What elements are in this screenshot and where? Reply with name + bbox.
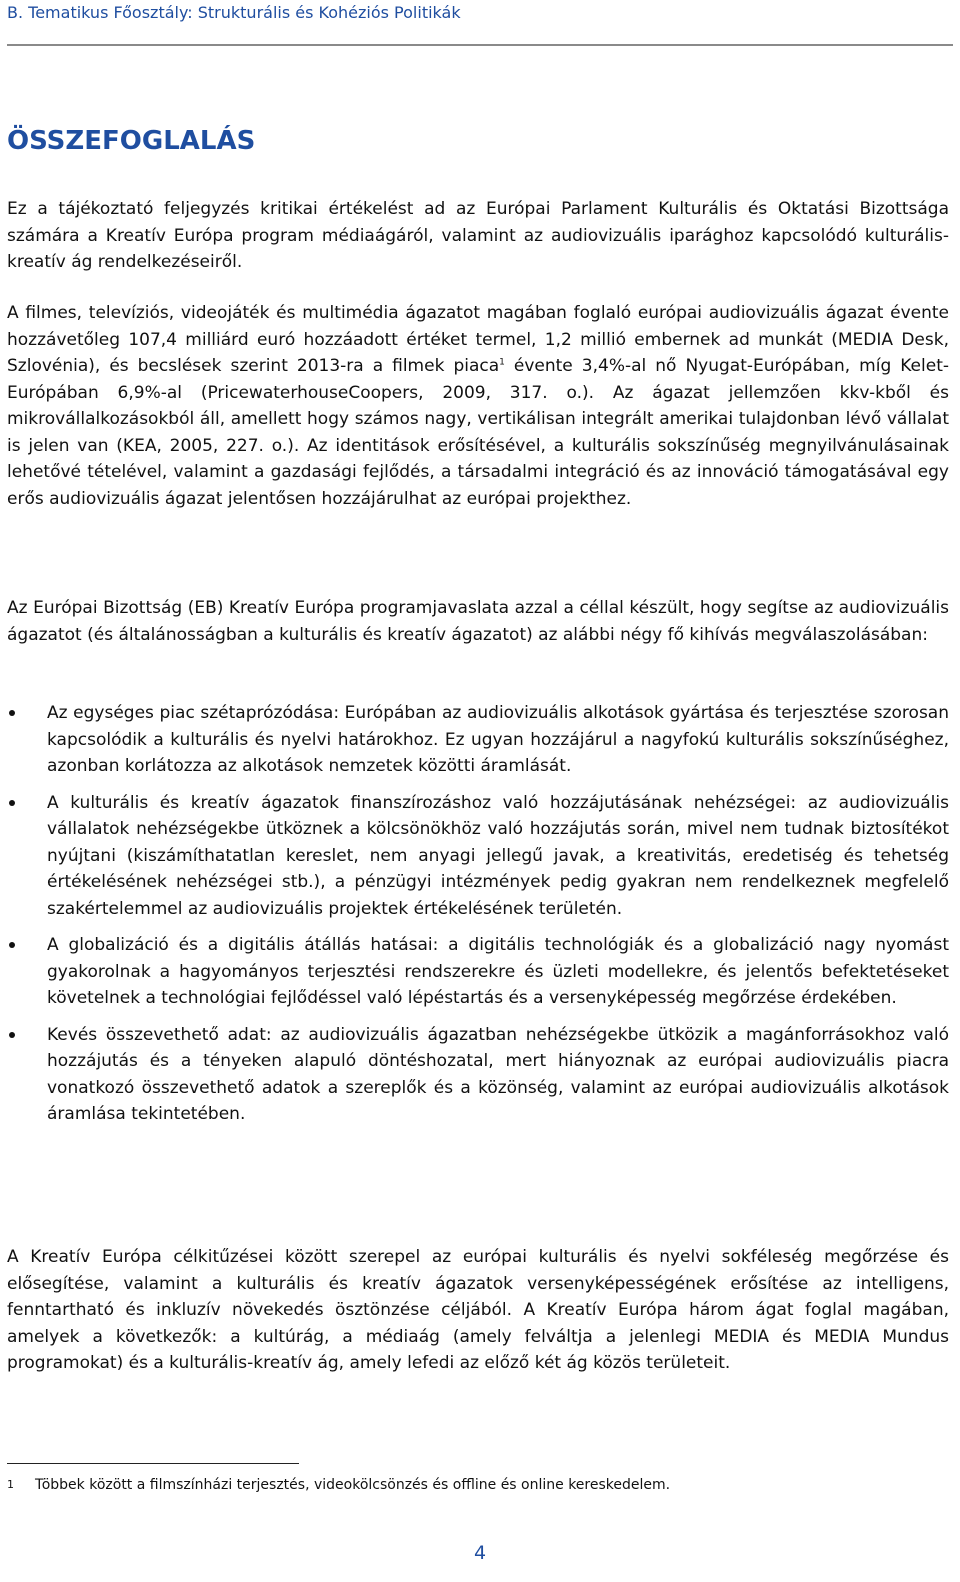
list-item: [7, 700, 949, 780]
bullet-icon: [9, 800, 15, 806]
section-title: ÖSSZEFOGLALÁS: [7, 126, 256, 156]
sector-paragraph: [7, 300, 949, 512]
header-rule: [7, 44, 953, 46]
sector-paragraph-text-2: évente 3,4%-al nő Nyugat-Európában, míg Kelet-Európában 6,9%-al (PricewaterhouseCoopers, 2009, 317. o.). Az ágazat jellemzően kkv-kből és mikrovállalkozásokból áll, amellett hogy számos nagy, vertikálisan integrált amerikai tulajdonban lévő vállalat is jelen van (KEA, 2005, 227. o.). Az identitások erősítésével, a kulturális sokszínűség megnyilvánulásainak lehetővé tételével, valamint a gazdasági fejlődés, a társadalmi integráció és az innováció támogatásával egy erős audiovizuális ágazat jelentősen hozzájárulhat az európai projekthez.: [7, 356, 949, 509]
page-number: 4: [473, 1542, 487, 1564]
list-item: [7, 1022, 949, 1128]
list-item: [7, 790, 949, 923]
footnote: [7, 1476, 949, 1494]
list-item-text: A globalizáció és a digitális átállás hatásai: a digitális technológiák és a globalizáció nagy nyomást gyakorolnak a hagyományos terjesztési rendszerekre és üzleti modellekre, és jelentős befektetéseket követelnek a technológiai fejlődéssel való lépéstartás és a versenyképesség megőrzése érdekében.: [47, 935, 949, 1008]
objectives-paragraph: A Kreatív Európa célkitűzései között szerepel az európai kulturális és nyelvi sokféleség megőrzése és elősegítése, valamint a kulturális és kreatív ágazatok versenyképességének erősítése az intelligens, fenntartható és inkluzív növekedés ösztönzése céljából. A Kreatív Európa három ágat foglal magában, amelyek a következők: a kultúrág, a médiaág (amely felváltja a jelenlegi MEDIA és MEDIA Mundus programokat) és a kulturális-kreatív ág, amely lefedi az előző két ág közös területeit.: [7, 1247, 949, 1373]
footnote-mark: 1: [7, 1478, 14, 1491]
challenges-intro-paragraph: Az Európai Bizottság (EB) Kreatív Európa programjavaslata azzal a céllal készült, hogy segítse az audiovizuális ágazatot (és általánosságban a kulturális és kreatív ágazatot) az alábbi négy fő kihívás megválaszolásában:: [7, 598, 949, 645]
list-item: [7, 932, 949, 1012]
bullet-icon: [9, 1032, 15, 1038]
footnote-reference[interactable]: 1: [499, 357, 505, 368]
footnote-text: Többek között a filmszínházi terjesztés, videokölcsönzés és offline és online kereskedelem.: [35, 1477, 671, 1493]
list-item-text: Kevés összevethető adat: az audiovizuális ágazatban nehézségekbe ütközik a magánforrásokhoz való hozzájutás és a tényeken alapuló döntéshozatal, mert hiányoznak az európai audiovizuális piacra vonatkozó összevethető adatok a szereplők és a közönség, valamint az európai audiovizuális alkotások áramlása tekintetében.: [47, 1024, 949, 1124]
bullet-icon: [9, 942, 15, 948]
challenges-list: [7, 700, 949, 1138]
list-item-text: Az egységes piac szétaprózódása: Európában az audiovizuális alkotások gyártása és terjesztése szorosan kapcsolódik a kulturális és nyelvi határokhoz. Ez ugyan hozzájárul a nagyfokú kulturális sokszínűséghez, azonban korlátozza az alkotások nemzetek közötti áramlását.: [47, 703, 949, 776]
list-item-text: A kulturális és kreatív ágazatok finanszírozáshoz való hozzájutásának nehézségei: az audiovizuális vállalatok nehézségekbe ütköznek a kölcsönökhöz való hozzájutás során, mivel nem tudnak biztosítékot nyújtani (kiszámíthatatlan kereslet, nem anyagi jellegű javak, a kreativitás, eredetiség és tehetség értékelésének nehézségei stb.), a pénzügyi intézmények pedig gyakran nem rendelkeznek megfelelő szakértelemmel az audiovizuális projektek értékelésének területén.: [47, 792, 949, 919]
running-header: B. Tematikus Főosztály: Strukturális és Kohéziós Politikák: [7, 3, 461, 22]
footnote-separator: [7, 1463, 299, 1464]
sector-paragraph-text-1: A filmes, televíziós, videojáték és multimédia ágazatot magában foglaló európai audiovizuális ágazat évente hozzávetőleg 107,4 milliárd euró hozzáadott értéket termel, 1,2 millió embernek ad munkát (MEDIA Desk, Szlovénia), és becslések szerint 2013-ra a filmek piaca: [7, 303, 949, 376]
intro-paragraph: Ez a tájékoztató feljegyzés kritikai értékelést ad az Európai Parlament Kulturális és Oktatási Bizottsága számára a Kreatív Európa program médiaágáról, valamint az audiovizuális iparághoz kapcsolódó kulturális-kreatív ág rendelkezéseiről.: [7, 199, 949, 272]
bullet-icon: [9, 710, 15, 716]
